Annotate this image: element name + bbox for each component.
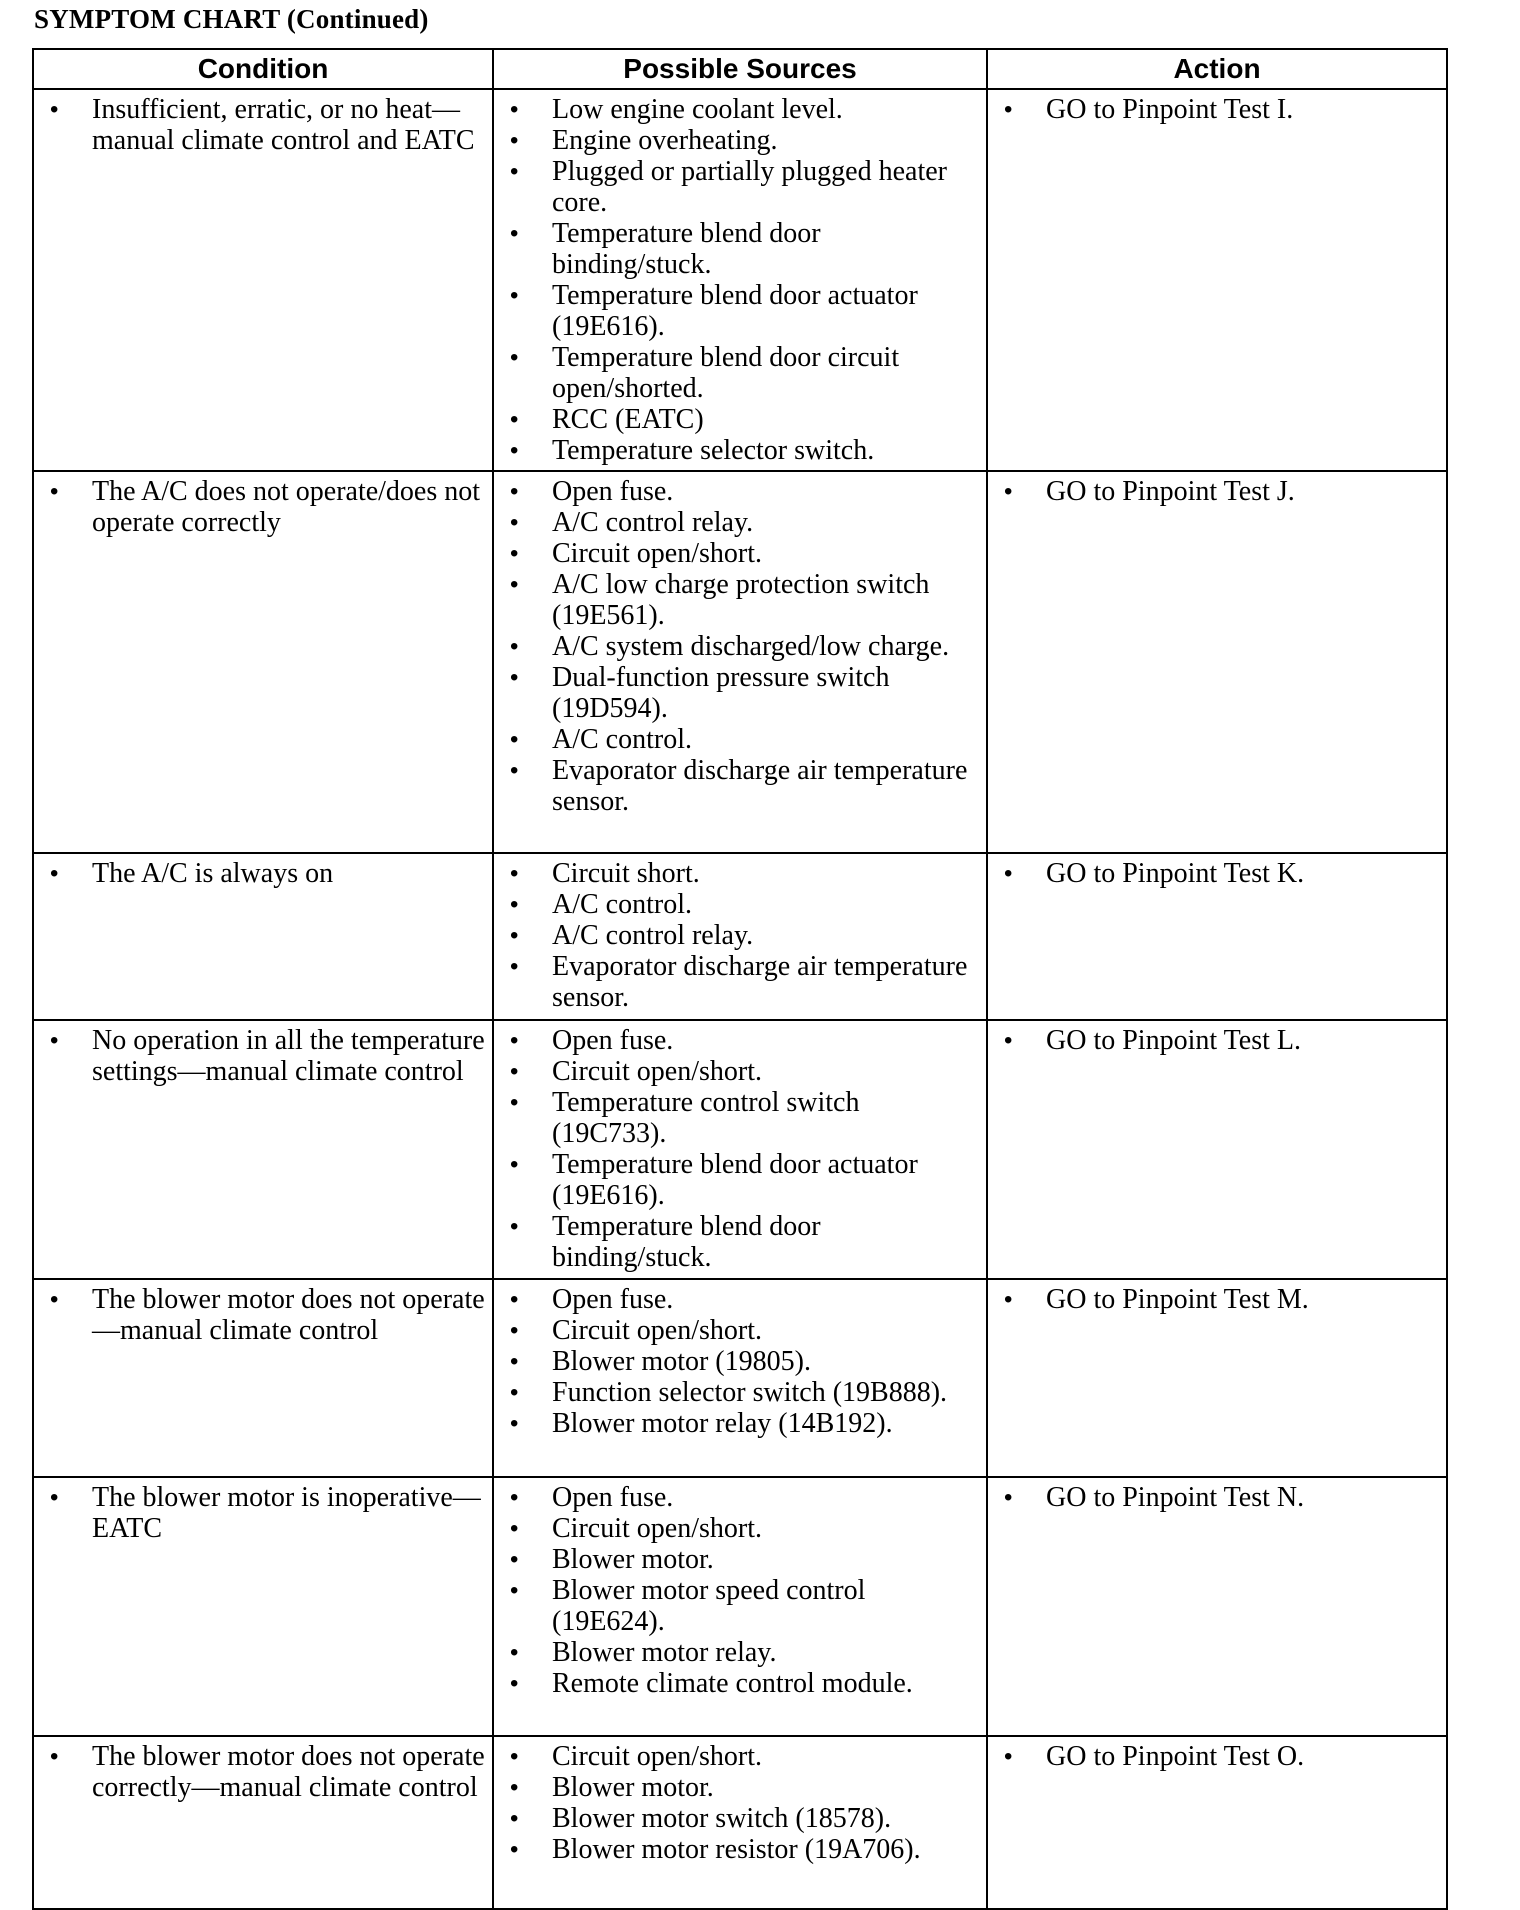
condition-text: • The blower motor is inoperative—EATC: [40, 1482, 486, 1544]
action-text: • GO to Pinpoint Test J.: [994, 476, 1440, 507]
table-row: [33, 89, 1447, 471]
sources-cell: [493, 1736, 987, 1909]
condition-cell: [33, 1020, 493, 1279]
source-item: • Circuit short.: [500, 858, 980, 889]
sources-cell: [493, 853, 987, 1020]
source-item: • Temperature control switch (19C733).: [500, 1087, 980, 1149]
source-item: • Open fuse.: [500, 476, 980, 507]
source-item: • Blower motor speed control (19E624).: [500, 1575, 980, 1637]
header-row: [33, 49, 1447, 89]
condition-text: • The blower motor does not operate—manual climate control: [40, 1284, 486, 1346]
source-item: • Circuit open/short.: [500, 1513, 980, 1544]
action-text: • GO to Pinpoint Test M.: [994, 1284, 1440, 1315]
header-action: Action: [987, 49, 1447, 89]
source-item: • Low engine coolant level.: [500, 94, 980, 125]
condition-text: • The A/C does not operate/does not operate correctly: [40, 476, 486, 538]
source-item: • Temperature blend door binding/stuck.: [500, 1211, 980, 1273]
source-item: • Evaporator discharge air temperature sensor.: [500, 755, 980, 817]
source-item: • A/C control.: [500, 724, 980, 755]
action-cell: [987, 853, 1447, 1020]
source-item: • Blower motor (19805).: [500, 1346, 980, 1377]
header-condition: Condition: [33, 49, 493, 89]
sources-cell: [493, 1020, 987, 1279]
source-item: • A/C control.: [500, 889, 980, 920]
header-possible-sources: Possible Sources: [493, 49, 987, 89]
source-item: • A/C control relay.: [500, 507, 980, 538]
source-item: • Dual-function pressure switch (19D594).: [500, 662, 980, 724]
sources-cell: [493, 89, 987, 471]
source-item: • Temperature blend door actuator (19E616).: [500, 280, 980, 342]
table-row: [33, 853, 1447, 1020]
source-item: • A/C system discharged/low charge.: [500, 631, 980, 662]
condition-cell: [33, 1736, 493, 1909]
condition-cell: [33, 853, 493, 1020]
symptom-chart-table: [32, 48, 1448, 1910]
table-row: [33, 1020, 1447, 1279]
sources-cell: [493, 1477, 987, 1736]
action-text: • GO to Pinpoint Test N.: [994, 1482, 1440, 1513]
condition-text: • Insufficient, erratic, or no heat—manual climate control and EATC: [40, 94, 486, 156]
action-cell: [987, 1736, 1447, 1909]
source-item: • Function selector switch (19B888).: [500, 1377, 980, 1408]
page-title: SYMPTOM CHART (Continued): [34, 4, 429, 34]
condition-text: • No operation in all the temperature settings—manual climate control: [40, 1025, 486, 1087]
action-cell: [987, 1477, 1447, 1736]
source-item: • Engine overheating.: [500, 125, 980, 156]
source-item: • Temperature blend door circuit open/shorted.: [500, 342, 980, 404]
source-item: • Open fuse.: [500, 1025, 980, 1056]
source-item: • Remote climate control module.: [500, 1668, 980, 1699]
table-row: [33, 1279, 1447, 1477]
source-item: • Temperature blend door binding/stuck.: [500, 218, 980, 280]
source-item: • Blower motor relay (14B192).: [500, 1408, 980, 1439]
source-item: • A/C low charge protection switch (19E561).: [500, 569, 980, 631]
source-item: • Blower motor resistor (19A706).: [500, 1834, 980, 1865]
source-item: • Temperature blend door actuator (19E616).: [500, 1149, 980, 1211]
condition-cell: [33, 471, 493, 853]
source-item: • Blower motor relay.: [500, 1637, 980, 1668]
action-text: • GO to Pinpoint Test L.: [994, 1025, 1440, 1056]
condition-cell: [33, 1477, 493, 1736]
action-cell: [987, 471, 1447, 853]
condition-cell: [33, 89, 493, 471]
condition-text: • The blower motor does not operate correctly—manual climate control: [40, 1741, 486, 1803]
table-row: [33, 1736, 1447, 1909]
action-text: • GO to Pinpoint Test I.: [994, 94, 1440, 125]
table-row: [33, 1477, 1447, 1736]
source-item: • Evaporator discharge air temperature sensor.: [500, 951, 980, 1013]
source-item: • RCC (EATC): [500, 404, 980, 435]
condition-text: • The A/C is always on: [40, 858, 486, 889]
sources-cell: [493, 471, 987, 853]
source-item: • Temperature selector switch.: [500, 435, 980, 466]
source-item: • Blower motor.: [500, 1544, 980, 1575]
table-row: [33, 471, 1447, 853]
action-cell: [987, 89, 1447, 471]
source-item: • Circuit open/short.: [500, 1056, 980, 1087]
action-cell: [987, 1279, 1447, 1477]
condition-cell: [33, 1279, 493, 1477]
source-item: • Blower motor.: [500, 1772, 980, 1803]
source-item: • Circuit open/short.: [500, 538, 980, 569]
source-item: • Open fuse.: [500, 1284, 980, 1315]
source-item: • Blower motor switch (18578).: [500, 1803, 980, 1834]
source-item: • Open fuse.: [500, 1482, 980, 1513]
sources-cell: [493, 1279, 987, 1477]
source-item: • Circuit open/short.: [500, 1315, 980, 1346]
source-item: • Circuit open/short.: [500, 1741, 980, 1772]
action-text: • GO to Pinpoint Test O.: [994, 1741, 1440, 1772]
source-item: • A/C control relay.: [500, 920, 980, 951]
action-cell: [987, 1020, 1447, 1279]
source-item: • Plugged or partially plugged heater core.: [500, 156, 980, 218]
action-text: • GO to Pinpoint Test K.: [994, 858, 1440, 889]
